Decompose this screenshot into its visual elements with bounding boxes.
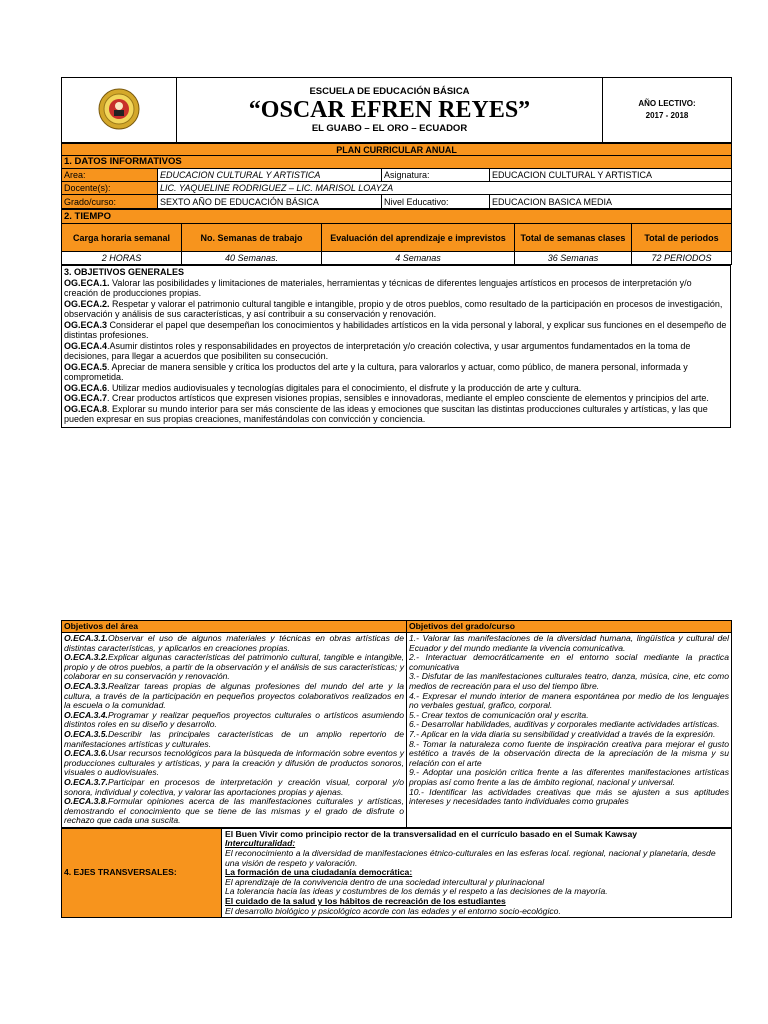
objetivo-item: OG.ECA.1. Valorar las posibilidades y limitaciones de materiales, herramientas y técnicas de diferentes lenguajes artísticos en procesos de interpretación y/o creación de producciones propias.	[64, 277, 692, 298]
header-table	[61, 77, 732, 143]
grado-objective-item: 6.- Desarrollar habilidades, auditivas y corporales mediante actividades artísticas.	[409, 719, 720, 730]
ejes-block-title: Interculturalidad:	[225, 838, 296, 849]
objetivo-item: OG.ECA.8. Explorar su mundo interior para ser más consciente de las ideas y emociones que suscitan las distintas producciones culturales y artísticas, y las que pueden expresar en sus propias creaciones, manifestándolas con convicción y conciencia.	[64, 403, 708, 424]
objetivos-table	[61, 265, 731, 428]
tiempo-header: Carga horaria semanal	[62, 224, 182, 252]
objetivo-item: OG.ECA.4.Asumir distintos roles y responsabilidades en proyectos de interpretación y/o creación colectiva, y usar argumentos fundamentados en la toma de decisiones, para llegar a acuerdos que posibiliten su consecución.	[64, 340, 691, 361]
year-value: 2017 - 2018	[645, 111, 689, 120]
ejes-block-title: El cuidado de la salud y los hábitos de recreación de los estudiantes	[225, 896, 506, 907]
area-objective-item: O.ECA.3.7.Participar en procesos de interpretación y creación visual, corporal y/o sonora, individual y colectiva, y valorar las aportaciones propias y ajenas.	[64, 776, 404, 797]
grado-label: Grado/curso:	[62, 195, 158, 209]
objetivo-item: OG.ECA.7. Crear productos artísticos que expresen visiones propias, sensibles e innovadoras, mediante el empleo consciente de elementos y principios del arte.	[64, 393, 709, 403]
grado-objectives-header: Objetivos del grado/curso	[407, 621, 732, 633]
objetivo-item: OG.ECA.6. Utilizar medios audiovisuales y tecnologías digitales para el conocimiento, el disfrute y la producción de arte y cultura.	[64, 382, 582, 393]
area-objectives-header: Objetivos del área	[62, 621, 407, 633]
objetivo-item: OG.ECA.3 Considerar el papel que desempeñan los conocimientos y habilidades artísticos en la vida personal y laboral, y explicar sus funciones en el desempeño de distintas profesiones.	[64, 319, 727, 340]
grado-objective-item: 7.- Aplicar en la vida diaria su sensibilidad y creatividad a través de la expresión.	[409, 728, 716, 739]
ejes-line: El reconocimiento a la diversidad de manifestaciones étnico-culturales en las esferas local. regional, nacional y planetaria, desde una visión de respeto y valoración.	[225, 848, 716, 868]
ejes-line: El desarrollo biológico y psicológico acorde con las edades y el entorno socio-ecológico.	[225, 905, 561, 916]
area-objective-item: O.ECA.3.1.Observar el uso de algunos materiales y técnicas en obras artísticas de distintas características, y aplicarlos en creaciones propias.	[64, 633, 404, 653]
school-name: “OSCAR EFREN REYES”	[248, 97, 531, 123]
asignatura-label: Asignatura:	[382, 169, 490, 182]
area-objectives-list	[62, 633, 407, 828]
ejes-block-title: La formación de una ciudadanía democrática:	[225, 867, 413, 878]
tiempo-table	[61, 209, 732, 265]
school-location: EL GUABO – EL ORO – ECUADOR	[311, 123, 468, 134]
tiempo-value: 2 HORAS	[62, 252, 182, 265]
ejes-content	[222, 828, 732, 917]
ejes-main: El Buen Vivir como principio rector de la transversalidad en el currículo basado en el Sumak Kawsay	[225, 828, 638, 839]
grado-value: SEXTO AÑO DE EDUCACIÓN BÁSICA	[158, 195, 382, 209]
grado-objective-item: 2.- Interactuar democráticamente en el entorno social mediante la practica comunicativa	[409, 652, 729, 672]
school-type: ESCUELA DE EDUCACIÓN BÁSICA	[309, 86, 470, 97]
nivel-value: EDUCACION BASICA MEDIA	[490, 195, 732, 209]
grado-objective-item: 4.- Expresar el mundo interior de manera espontánea por medio de los lenguajes no verbales gestual, grafico, corporal.	[409, 690, 729, 711]
plan-page-top	[61, 77, 731, 428]
year-label: AÑO LECTIVO:	[638, 99, 696, 108]
area-objective-item: O.ECA.3.4.Programar y realizar pequeños proyectos culturales o artísticos asumiendo distintos roles en su diseño y desarrollo.	[64, 709, 404, 730]
plan-title: PLAN CURRICULAR ANUAL	[62, 144, 732, 156]
year-cell	[603, 78, 732, 143]
plan-page-bottom	[61, 620, 731, 918]
area-label: Area:	[62, 169, 158, 182]
grado-objective-item: 3.- Disfutar de las manifestaciones culturales teatro, danza, música, cine, etc como medios de recreación para el uso del tiempo libre.	[409, 671, 729, 691]
ejes-table	[61, 828, 732, 918]
ejes-section-title: 4. EJES TRANSVERSALES:	[62, 828, 222, 917]
objetivo-item: OG.ECA.2. Respetar y valorar el patrimonio cultural tangible e intangible, propio y de otros pueblos, como resultado de la participación en procesos de investigación, observación y análisis de sus características, y así contribuir a su conservación y renovación.	[64, 298, 723, 319]
school-seal-icon	[98, 88, 140, 130]
docentes-label: Docente(s):	[62, 182, 158, 195]
objetivos-section-title: 3. OBJETIVOS GENERALES	[64, 267, 185, 277]
tiempo-section-title: 2. TIEMPO	[62, 210, 732, 224]
area-objective-item: O.ECA.3.3.Realizar tareas propias de algunas profesiones del mundo del arte y la cultura, a través de la participación en pequeños proyectos colaborativos realizados en la escuela o la comunidad.	[64, 680, 404, 711]
docentes-value: LIC. YAQUELINE RODRIGUEZ – LIC. MARISOL LOAYZA	[158, 182, 732, 195]
objetivos-area-table	[61, 620, 732, 828]
grado-objective-item: 10.- Identificar las actividades creativas que más se ajusten a sus aptitudes intereses y necesidades tanto individuales como grupales	[409, 786, 729, 807]
objetivos-generales	[62, 266, 731, 428]
tiempo-header: Total de periodos	[632, 224, 732, 252]
tiempo-value: 72 PERIODOS	[632, 252, 732, 265]
datos-section-title: 1. DATOS INFORMATIVOS	[62, 156, 732, 169]
ejes-line: El aprendizaje de la convivencia dentro de una sociedad intercultural y plurinacional	[225, 876, 545, 887]
grado-objective-item: 5.- Crear textos de comunicación oral y escrita.	[409, 709, 589, 720]
area-value: EDUCACION CULTURAL Y ARTISTICA	[158, 169, 382, 182]
nivel-label: Nivel Educativo:	[382, 195, 490, 209]
area-objective-item: O.ECA.3.2.Explicar algunas características del patrimonio cultural, tangible e intangible, propio y de otros pueblos, a partir de la observación y el análisis de sus características; y colaborar en su conservación y renovación.	[64, 652, 404, 682]
area-objective-item: O.ECA.3.5.Describir las principales características de un amplio repertorio de manifestaciones artísticas y culturales.	[64, 728, 404, 749]
grado-objective-item: 8.- Tomar la naturaleza como fuente de inspiración creativa para mejorar el gusto estético a través de la observación directa de la apreciación de la misma y su relación con el arte	[409, 738, 729, 768]
area-objective-item: O.ECA.3.8.Formular opiniones acerca de las manifestaciones culturales y artísticas, demostrando el conocimiento que se tiene de las mismas y el grado de disfrute o rechazo que cada una suscita.	[64, 796, 404, 826]
tiempo-value: 36 Semanas	[515, 252, 632, 265]
tiempo-value: 4 Semanas	[322, 252, 515, 265]
area-objective-item: O.ECA.3.6.Usar recursos tecnológicos para la búsqueda de información sobre eventos y producciones culturales y artísticas, y para la creación y difusión de productos sonoros, visuales o audiovisuales.	[64, 748, 404, 778]
datos-table	[61, 143, 732, 209]
tiempo-header: Total de semanas clases	[515, 224, 632, 252]
school-title-cell	[177, 78, 603, 143]
tiempo-value: 40 Semanas.	[182, 252, 322, 265]
logo-cell	[62, 78, 177, 143]
asignatura-value: EDUCACION CULTURAL Y ARTISTICA	[490, 169, 732, 182]
grado-objective-item: 9.- Adoptar una posición critica frente a las diferentes manifestaciones artísticas propias así como frente a las de ámbito regional, nacional y universal.	[409, 767, 729, 787]
tiempo-header: No. Semanas de trabajo	[182, 224, 322, 252]
ejes-line: La tolerancia hacia las ideas y costumbres de los demás y el respeto a las decisiones de la mayoría.	[225, 886, 608, 897]
tiempo-header: Evaluación del aprendizaje e imprevistos	[322, 224, 515, 252]
grado-objective-item: 1.- Valorar las manifestaciones de la diversidad humana, lingüística y cultural del Ecuador y del mundo mediante la vivencia comunicativa.	[409, 633, 729, 653]
grado-objectives-list	[407, 633, 732, 828]
objetivo-item: OG.ECA.5. Apreciar de manera sensible y crítica los productos del arte y la cultura, para valorarlos y actuar, como público, de manera personal, informada y comprometida.	[64, 361, 688, 382]
